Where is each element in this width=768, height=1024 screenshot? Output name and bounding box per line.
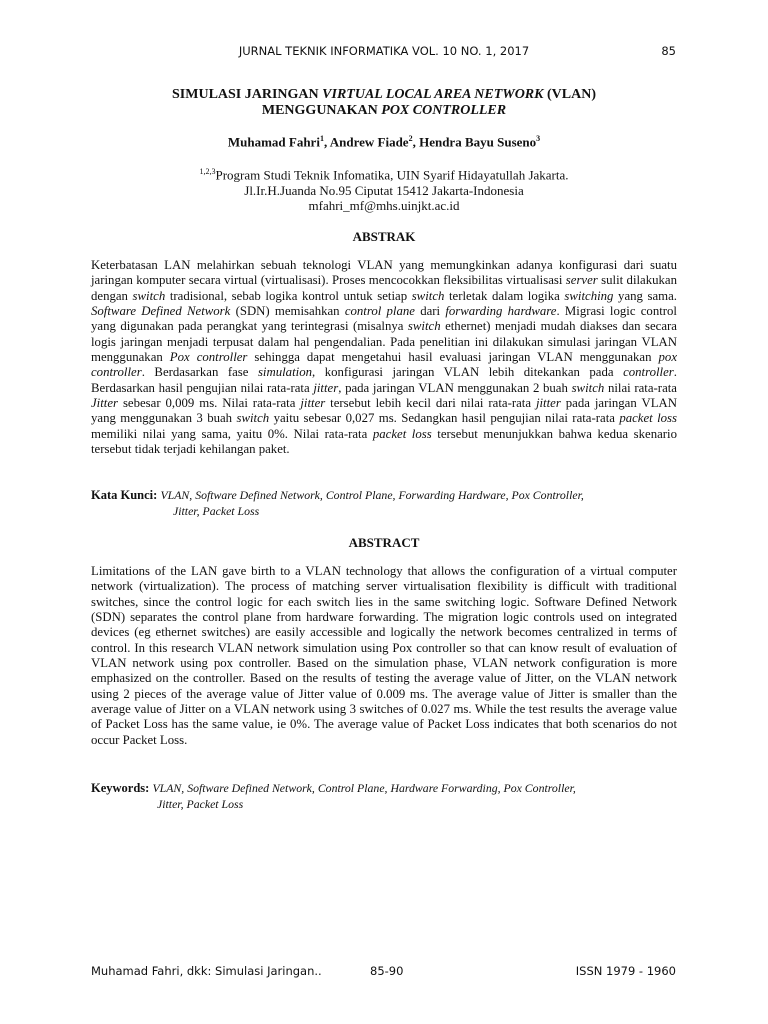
abstrak-italic-term: switch — [571, 380, 605, 395]
abstrak-text: . Berdasarkan fase — [141, 365, 258, 380]
kata-kunci-terms-cont: Jitter, Packet Loss — [173, 504, 260, 518]
abstrak-text: nilai rata-rata — [604, 380, 677, 395]
author-list: Muhamad Fahri$^1$, Andrew Fiade$^2$, Hendra Bayu Suseno$^3$ — [227, 134, 541, 150]
affiliation-superscript: 1,2,3 — [199, 167, 216, 176]
abstrak-text: terletak dalam logika — [444, 288, 565, 303]
abstrak-italic-term: jitter — [300, 396, 326, 411]
abstrak-italic-term: switch — [407, 319, 441, 334]
keywords — [91, 780, 677, 812]
author-email: mfahri_mf@mhs.uinjkt.ac.id — [308, 198, 460, 214]
abstrak-text: yang sama. — [613, 288, 677, 303]
kata-kunci — [91, 487, 677, 519]
kata-kunci-label: Kata Kunci: — [91, 488, 158, 502]
abstrak-italic-term: jitter — [313, 380, 339, 395]
running-header — [0, 44, 768, 60]
abstrak-italic-term: server — [565, 273, 598, 288]
keywords-label: Keywords: — [91, 781, 150, 795]
abstrak-text: , konfigurasi jaringan VLAN lebih ditekankan pada — [312, 365, 624, 380]
title-line-1: SIMULASI JARINGAN VIRTUAL LOCAL AREA NETWORK (VLAN) — [172, 87, 596, 102]
author-superscript: 2 — [408, 134, 413, 143]
abstrak-italic-term: forwarding hardware — [445, 304, 557, 319]
journal-title: JURNAL TEKNIK INFORMATIKA VOL. 10 NO. 1, 2017 — [238, 44, 530, 58]
abstrak-text: dari — [414, 304, 446, 319]
abstrak-italic-term: Software Defined Network — [91, 304, 231, 319]
abstrak-italic-term: jitter — [535, 396, 561, 411]
author-name: Andrew Fiade — [329, 134, 409, 150]
abstrak-italic-term: controller — [623, 365, 674, 380]
abstrak-text: tersebut menunjukkan bahwa kedua skenario tersebut tidak terjadi kehilangan paket. — [91, 426, 678, 457]
abstrak-text: ethernet) menjadi mudah diakses dan secara logis jaringan menjadi terpusat dalam hal pengendalian. Pada penelitian ini dilakukan simulasi jaringan VLAN menggunakan — [91, 319, 677, 365]
abstrak-text: Keterbatasan LAN melahirkan sebuah teknologi VLAN yang memungkinkan adanya konfigurasi dari suatu jaringan komputer secara virtual (virtualisasi). Proses mencocokkan fleksibilitas virtualisasi — [91, 258, 677, 288]
abstrak-text: memiliki nilai yang sama, yaitu 0%. Nilai rata-rata — [91, 426, 373, 441]
author-superscript: 3 — [536, 134, 541, 143]
abstrak-text: , pada jaringan VLAN menggunakan 2 buah — [338, 380, 572, 395]
abstrak-text: (SDN) memisahkan — [230, 304, 345, 319]
abstrak-italic-term: simulation — [257, 365, 312, 380]
abstrak-italic-term: control plane — [344, 304, 415, 319]
footer-citation: Muhamad Fahri, dkk: Simulasi Jaringan.. — [91, 964, 322, 978]
running-footer — [0, 964, 768, 980]
affiliation-institution: Program Studi Teknik Infomatika, UIN Syarif Hidayatullah Jakarta. — [215, 167, 569, 183]
abstrak-text: sehingga dapat mengetahui hasil evaluasi jaringan VLAN menggunakan — [247, 350, 659, 365]
abstrak-text: tersebut lebih kecil dari nilai rata-rata — [325, 396, 536, 411]
author-name: Muhamad Fahri — [227, 134, 320, 150]
kata-kunci-terms: VLAN, Software Defined Network, Control Plane, Forwarding Hardware, Pox Controller, — [160, 488, 584, 502]
abstrak-italic-term: pox controller — [91, 350, 678, 380]
abstrak-text: pada jaringan VLAN yang menggunakan 3 buah — [91, 396, 677, 426]
abstrak-heading: ABSTRAK — [352, 229, 416, 244]
abstrak-italic-term: Jitter — [91, 396, 119, 411]
footer-issn: ISSN 1979 - 1960 — [575, 964, 676, 978]
abstrak-italic-term: switch — [411, 288, 445, 303]
abstrak-italic-term: packet loss — [619, 411, 677, 426]
affiliation-address: Jl.Ir.H.Juanda No.95 Ciputat 15412 Jakarta-Indonesia — [244, 182, 524, 198]
abstrak-text: sebesar 0,009 ms. Nilai rata-rata — [118, 396, 301, 411]
abstrak-italic-term: Pox controller — [169, 350, 248, 365]
abstrak-italic-term: switch — [132, 288, 166, 303]
paper-title — [80, 87, 688, 119]
footer-page-range: 85-90 — [370, 964, 404, 978]
abstrak-italic-term: switch — [236, 411, 270, 426]
title-line-2: MENGGUNAKAN POX CONTROLLER — [261, 103, 507, 118]
abstrak-text: sulit dilakukan dengan — [91, 273, 678, 303]
abstrak-text: . Berdasarkan hasil pengujian nilai rata-rata — [91, 365, 677, 395]
abstrak-text: tradisional, sebab logika kontrol untuk setiap — [165, 288, 412, 303]
abstrak-italic-term: packet loss — [372, 426, 432, 441]
abstrak-text: yaitu sebesar 0,027 ms. Sedangkan hasil pengujian nilai rata-rata — [269, 411, 620, 426]
author-name: Hendra Bayu Suseno — [419, 134, 537, 150]
keywords-terms: VLAN, Software Defined Network, Control Plane, Hardware Forwarding, Pox Controller, — [152, 781, 576, 795]
abstrak-text: . Migrasi logic control yang digunakan pada perangkat yang terintegrasi (misalnya — [91, 304, 677, 334]
abstract-body: Limitations of the LAN gave birth to a VLAN technology that allows the configuration of a virtual computer network (virtualization). The process of matching server virtualisation flexibility is difficult with traditional switches, since the control logic for each switch lies in the same switching logic. Software Defined Network (SDN) separates the control plane from hardware forwarding. The migration logic controls used on integrated devices (eg ethernet switches) are easily accessible and logically the network becomes centralized in terms of control. In this research VLAN network simulation using Pox controller so that can know result of evaluation of VLAN network using pox controller. Based on the simulation phase, VLAN network configuration is more emphasized on the controller. Based on the results of testing the average value of Jitter, on the VLAN network using 2 pieces of the average value of Jitter value of 0.009 ms. The average value of Jitter is smaller than the average value of Jitter on a VLAN network using 3 switches of 0.027 ms. While the test results the average value of Packet Loss has the same value, ie 0%. The average value of Packet Loss indicates that both scenarios do not occur Packet Loss. — [91, 564, 677, 747]
affiliation — [80, 164, 688, 214]
abstrak-italic-term: switching — [564, 288, 614, 303]
keywords-terms-cont: Jitter, Packet Loss — [157, 797, 244, 811]
abstrak-body — [91, 258, 677, 457]
page-number: 85 — [661, 44, 676, 58]
abstract-heading: ABSTRACT — [348, 535, 420, 550]
author-superscript: 1 — [319, 134, 324, 143]
